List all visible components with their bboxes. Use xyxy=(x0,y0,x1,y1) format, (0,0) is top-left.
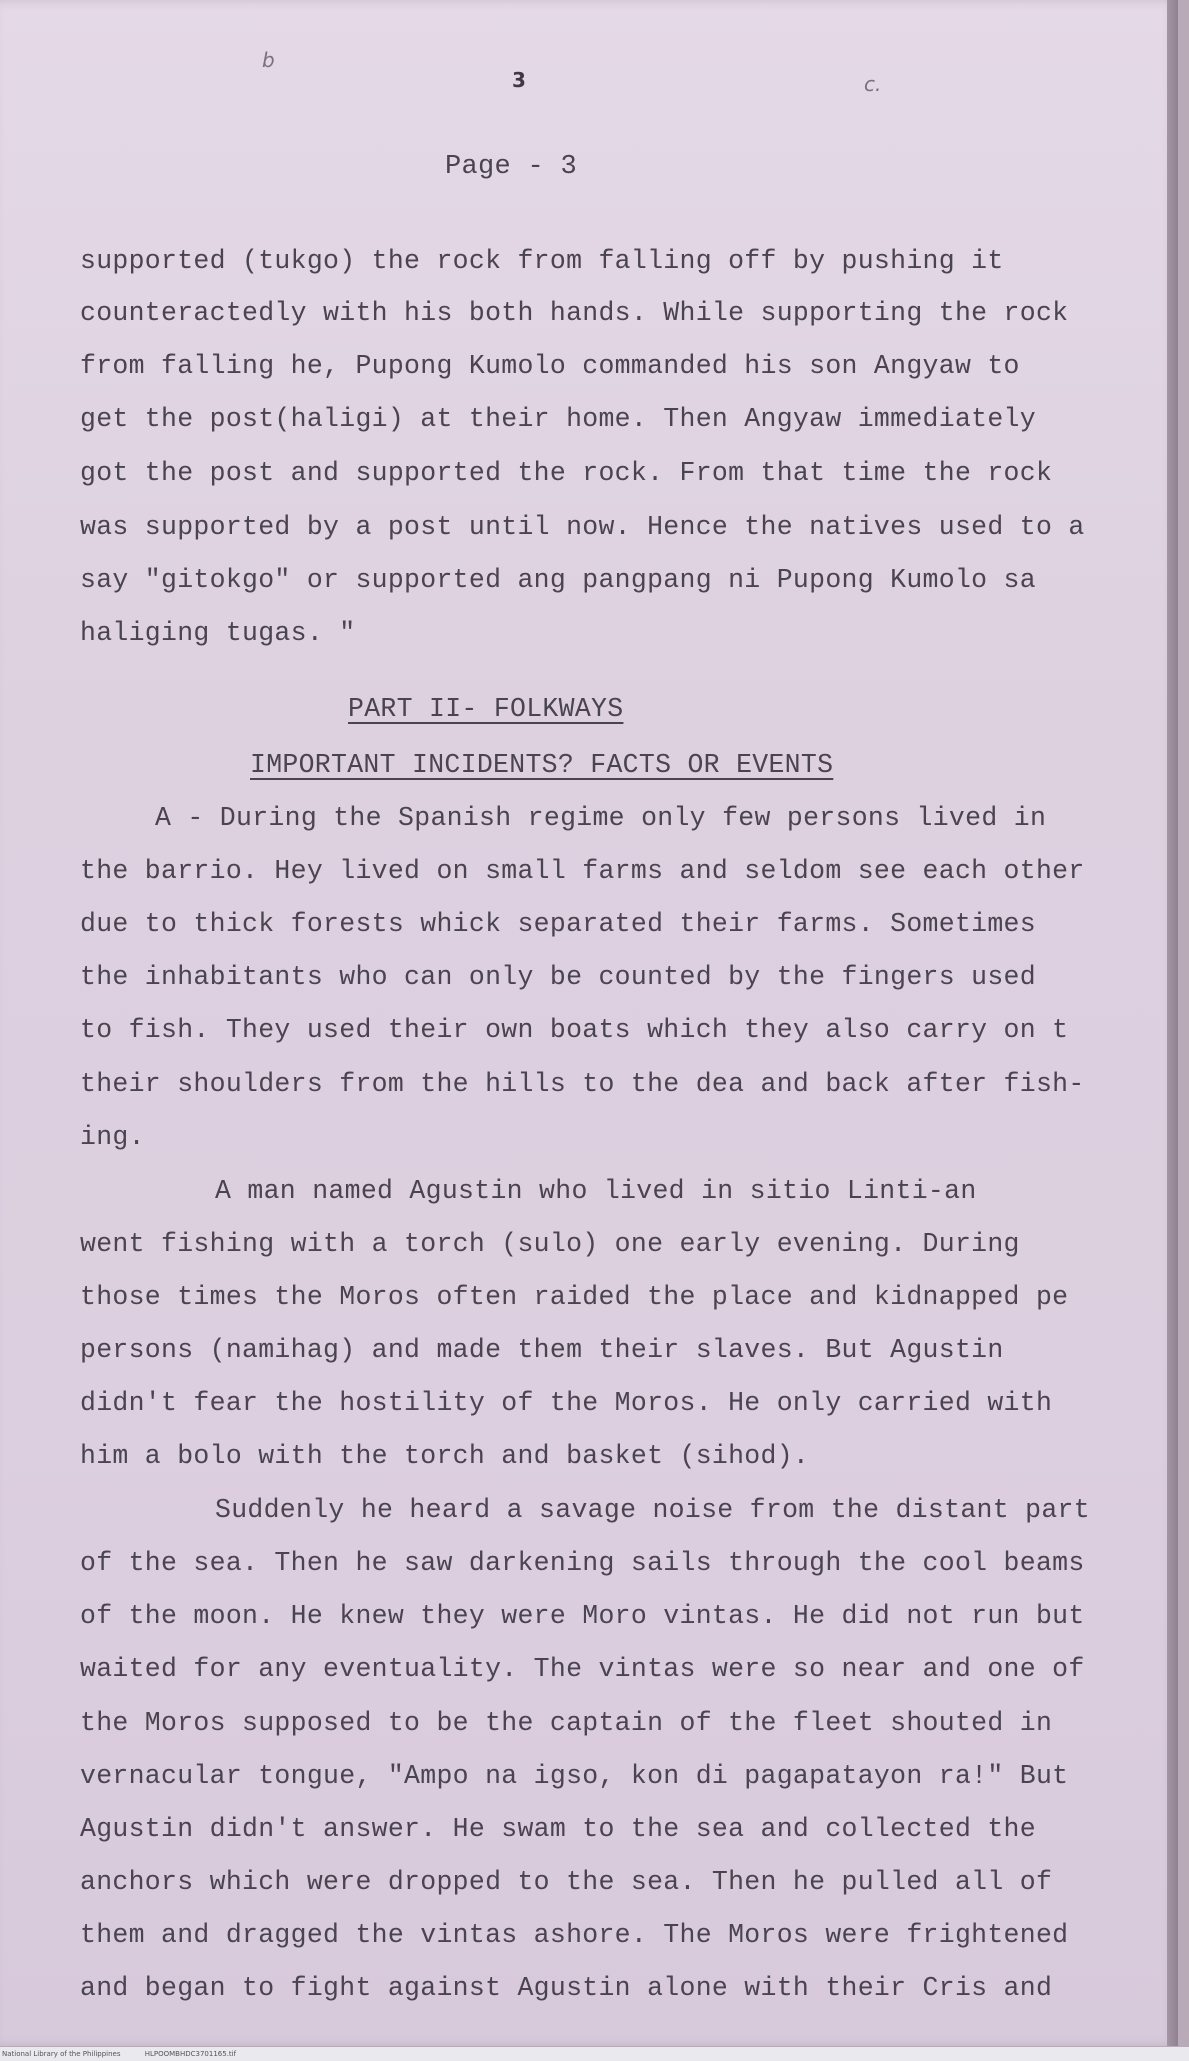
text-line: Agustin didn't answer. He swam to the sea and collected the xyxy=(80,1814,1036,1844)
text-line: due to thick forests whick separated their farms. Sometimes xyxy=(80,909,1036,939)
text-line: haliging tugas. " xyxy=(80,618,356,648)
footer-library: National Library of the Philippines xyxy=(2,2050,121,2058)
pencil-mark-top-right: c. xyxy=(864,72,882,96)
text-line: A man named Agustin who lived in sitio Linti-an xyxy=(215,1176,977,1206)
scan-footer xyxy=(0,2047,1189,2061)
text-line: Suddenly he heard a savage noise from the distant part xyxy=(215,1495,1090,1525)
text-line: counteractedly with his both hands. While supporting the rock xyxy=(80,298,1069,328)
text-line: didn't fear the hostility of the Moros. He only carried with xyxy=(80,1388,1053,1418)
text-line: persons (namihag) and made them their slaves. But Agustin xyxy=(80,1335,1004,1365)
text-line: A - During the Spanish regime only few persons lived in xyxy=(155,803,1047,833)
text-line: those times the Moros often raided the place and kidnapped pe xyxy=(80,1282,1069,1312)
text-line: went fishing with a torch (sulo) one early evening. During xyxy=(80,1229,1020,1259)
text-line: the barrio. Hey lived on small farms and seldom see each other xyxy=(80,856,1085,886)
pencil-mark-top-center: 3 xyxy=(512,68,526,92)
text-line: of the moon. He knew they were Moro vintas. He did not run but xyxy=(80,1601,1085,1631)
text-line: and began to fight against Agustin alone with their Cris and xyxy=(80,1973,1053,2003)
text-line: got the post and supported the rock. From that time the rock xyxy=(80,458,1053,488)
pencil-mark-top-left: b xyxy=(262,48,275,72)
text-line: the Moros supposed to be the captain of the fleet shouted in xyxy=(80,1708,1053,1738)
text-line: him a bolo with the torch and basket (sihod). xyxy=(80,1441,810,1471)
page-edge-shadow xyxy=(1167,0,1178,2046)
text-line: ing. xyxy=(80,1122,145,1152)
text-line: of the sea. Then he saw darkening sails through the cool beams xyxy=(80,1548,1085,1578)
text-line: anchors which were dropped to the sea. Then he pulled all of xyxy=(80,1867,1053,1897)
page-header: Page - 3 xyxy=(445,152,578,182)
text-line: get the post(haligi) at their home. Then Angyaw immediately xyxy=(80,404,1036,434)
text-line: to fish. They used their own boats which they also carry on t xyxy=(80,1015,1069,1045)
section-heading: PART II- FOLKWAYS xyxy=(348,694,624,724)
text-line: waited for any eventuality. The vintas were so near and one of xyxy=(80,1654,1085,1684)
text-line: was supported by a post until now. Hence the natives used to a xyxy=(80,512,1085,542)
subheading: IMPORTANT INCIDENTS? FACTS OR EVENTS xyxy=(250,750,834,780)
text-line: them and dragged the vintas ashore. The Moros were frightened xyxy=(80,1920,1069,1950)
text-line: supported (tukgo) the rock from falling off by pushing it xyxy=(80,246,1004,276)
footer-file-id: HLPOOMBHDC3701165.tif xyxy=(144,2050,237,2058)
text-line: the inhabitants who can only be counted by the fingers used xyxy=(80,962,1036,992)
text-line: vernacular tongue, "Ampo na igso, kon di pagapatayon ra!" But xyxy=(80,1761,1069,1791)
text-line: their shoulders from the hills to the dea and back after fish- xyxy=(80,1069,1085,1099)
text-line: from falling he, Pupong Kumolo commanded his son Angyaw to xyxy=(80,351,1020,381)
text-line: say "gitokgo" or supported ang pangpang ni Pupong Kumolo sa xyxy=(80,565,1036,595)
